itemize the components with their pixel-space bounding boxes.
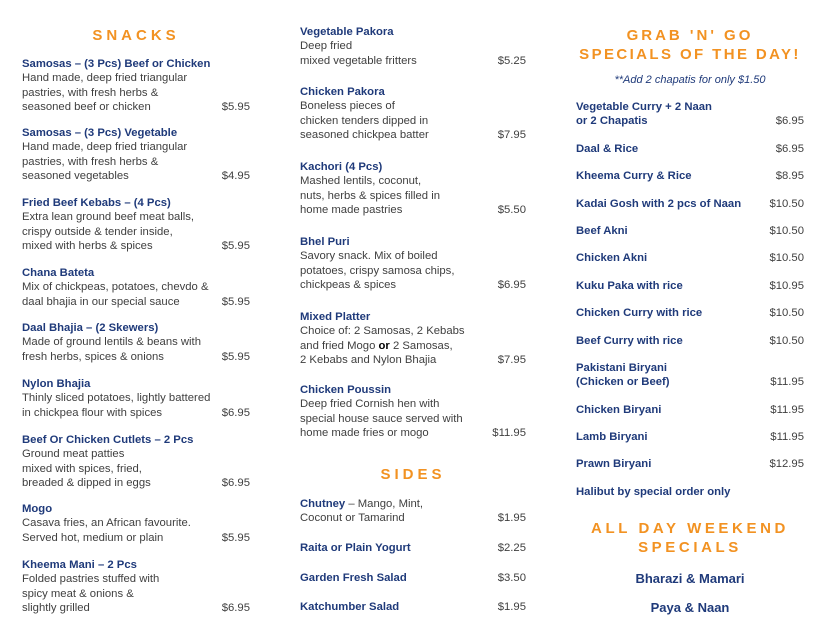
item-price: $11.95	[770, 404, 804, 416]
menu-item	[300, 383, 526, 441]
item-name: Mogo	[22, 503, 53, 515]
item-name: Chana Bateta	[22, 267, 95, 279]
item-name: Katchumber Salad	[300, 601, 400, 613]
side-item	[300, 571, 526, 585]
item-description: Mix of chickpeas, potatoes, chevdo &	[22, 281, 209, 294]
special-item	[576, 251, 804, 265]
grab-heading-line2: SPECIALS OF THE DAY!	[579, 46, 801, 63]
item-price: $5.95	[221, 240, 250, 253]
item-name: Kadai Gosh with 2 pcs of Naan	[576, 198, 742, 210]
item-description: in chickpea flour with spices	[22, 406, 163, 419]
item-name: Chicken Akni	[576, 252, 648, 264]
item-name: Pakistani Biryani	[576, 362, 668, 374]
item-name: Vegetable Curry + 2 Naan	[576, 101, 712, 113]
item-price: $11.95	[770, 376, 804, 388]
item-price: $12.95	[769, 458, 804, 470]
item-description: Coconut or Tamarind	[300, 512, 405, 525]
item-description: home made fries or mogo	[300, 427, 429, 440]
item-description: special house sauce served with	[300, 412, 463, 425]
item-description: Choice of: 2 Samosas, 2 Kebabs	[300, 325, 465, 338]
item-description: nuts, herbs & spices filled in	[300, 189, 441, 202]
special-item	[576, 224, 804, 238]
menu-item	[22, 321, 250, 364]
item-description: Folded pastries stuffed with	[22, 573, 160, 586]
item-name: Daal Bhajia – (2 Skewers)	[22, 322, 159, 334]
item-name: Beef Akni	[576, 225, 628, 237]
item-description: chickpeas & spices	[300, 279, 397, 292]
item-description: mixed vegetable fritters	[300, 54, 417, 67]
snacks-heading: SNACKS	[92, 27, 180, 44]
item-price: $10.50	[769, 307, 804, 319]
item-description: spicy meat & onions &	[22, 587, 134, 600]
item-description: Thinly sliced potatoes, lightly battered	[22, 392, 211, 405]
menu-item	[300, 160, 526, 218]
item-price: $6.95	[221, 477, 250, 490]
special-item	[576, 403, 804, 417]
side-item	[300, 541, 526, 555]
item-price: $10.50	[769, 198, 804, 210]
item-price: $11.95	[770, 431, 804, 443]
sides-heading: SIDES	[380, 466, 446, 483]
item-price: $10.50	[769, 252, 804, 264]
item-description: pastries, with fresh herbs &	[22, 86, 159, 99]
item-name: Samosas – (3 Pcs) Beef or Chicken	[22, 58, 211, 70]
item-description: Ground meat patties	[22, 448, 125, 461]
item-description: mixed with spices, fried,	[22, 462, 142, 475]
item-price: $10.50	[769, 225, 804, 237]
special-item	[576, 334, 804, 348]
item-name-line	[300, 541, 526, 555]
item-description: Deep fried Cornish hen with	[300, 398, 440, 411]
item-description: Deep fried	[300, 40, 353, 53]
item-name: Kuku Paka with rice	[576, 280, 683, 292]
item-description: 2 Kebabs and Nylon Bhajia	[300, 354, 437, 367]
item-price: $10.95	[769, 280, 804, 292]
item-price: $7.95	[497, 129, 526, 142]
item-price: $6.95	[497, 279, 526, 292]
item-description: breaded & dipped in eggs	[22, 477, 151, 490]
item-description: Extra lean ground beef meat balls,	[22, 211, 195, 224]
item-name: Vegetable Pakora	[300, 26, 394, 38]
menu-item	[300, 235, 526, 293]
special-item	[576, 457, 804, 471]
item-description: mixed with herbs & spices	[22, 240, 153, 253]
item-name: Beef Or Chicken Cutlets – 2 Pcs	[22, 434, 194, 446]
item-description: pastries, with fresh herbs &	[22, 155, 159, 168]
special-item	[576, 169, 804, 183]
item-name: Kachori (4 Pcs)	[300, 161, 383, 173]
item-name: Chicken Biryani	[576, 404, 662, 416]
special-item	[576, 279, 804, 293]
item-name: Prawn Biryani	[576, 458, 652, 470]
menu-item	[22, 558, 250, 616]
special-item	[576, 485, 804, 499]
item-price: $3.50	[497, 572, 526, 584]
side-item	[300, 497, 526, 526]
item-name-line	[300, 571, 526, 585]
item-name: Lamb Biryani	[576, 431, 648, 443]
item-price: $5.95	[221, 295, 250, 308]
item-detail: – Mango, Mint,	[345, 498, 424, 510]
item-price: $11.95	[492, 427, 526, 440]
grab-heading-line1: GRAB 'N' GO	[626, 27, 754, 44]
item-name: Raita or Plain Yogurt	[300, 542, 411, 554]
item-price: $8.95	[775, 170, 804, 182]
item-price: $6.95	[221, 406, 250, 419]
item-description: chicken tenders dipped in	[300, 114, 429, 127]
item-price: $6.95	[775, 143, 804, 155]
special-item	[576, 361, 804, 390]
item-price: $5.25	[497, 54, 526, 67]
item-price: $10.50	[769, 335, 804, 347]
item-name: Chicken Poussin	[300, 384, 392, 396]
item-description: Served hot, medium or plain	[22, 531, 164, 544]
item-description: Made of ground lentils & beans with	[22, 336, 201, 349]
item-name: Garden Fresh Salad	[300, 572, 407, 584]
side-item	[300, 600, 526, 614]
item-name: Bhel Puri	[300, 236, 350, 248]
item-price: $5.95	[221, 350, 250, 363]
menu-item	[300, 25, 526, 68]
item-name-line	[300, 600, 526, 614]
menu-item	[300, 85, 526, 143]
menu-item	[22, 57, 250, 115]
item-description: seasoned beef or chicken	[22, 101, 151, 114]
item-description: potatoes, crispy samosa chips,	[300, 264, 455, 277]
item-description: Hand made, deep fried triangular	[22, 141, 188, 154]
item-price: $4.95	[221, 170, 250, 183]
item-description: Boneless pieces of	[300, 100, 395, 113]
special-item	[576, 430, 804, 444]
item-name: Kheema Mani – 2 Pcs	[22, 559, 137, 571]
weekend-item: Paya & Naan	[650, 600, 730, 615]
item-description: Savory snack. Mix of boiled	[300, 250, 438, 263]
item-description: Mashed lentils, coconut,	[300, 175, 422, 188]
item-description: crispy outside & tender inside,	[22, 225, 173, 238]
item-name: Chicken Pakora	[300, 86, 385, 98]
item-price: $1.95	[497, 512, 526, 525]
item-name: Chutney	[300, 498, 346, 510]
item-name: or 2 Chapatis	[576, 115, 648, 128]
item-name: Kheema Curry & Rice	[576, 170, 692, 182]
item-name: Nylon Bhajia	[22, 378, 91, 390]
item-description: and fried Mogo or 2 Samosas,	[300, 339, 453, 352]
item-description: seasoned vegetables	[22, 170, 129, 183]
menu-item	[22, 196, 250, 254]
item-price: $6.95	[221, 602, 250, 615]
item-name: Mixed Platter	[300, 311, 371, 323]
special-item	[576, 197, 804, 211]
item-description: slightly grilled	[22, 602, 90, 615]
weekend-item: Bharazi & Mamari	[635, 571, 745, 586]
item-name: Fried Beef Kebabs – (4 Pcs)	[22, 197, 171, 209]
menu-item	[22, 502, 250, 545]
item-name: Daal & Rice	[576, 143, 639, 155]
item-price: $6.95	[775, 115, 804, 127]
item-price: $5.50	[497, 204, 526, 217]
menu-item	[22, 377, 250, 420]
item-name: Beef Curry with rice	[576, 335, 683, 347]
item-price: $1.95	[497, 601, 526, 613]
special-item	[576, 142, 804, 156]
item-price: $7.95	[497, 354, 526, 367]
grab-note: **Add 2 chapatis for only $1.50	[614, 74, 766, 86]
weekend-heading-line2: SPECIALS	[638, 539, 742, 556]
weekend-heading-line1: ALL DAY WEEKEND	[591, 520, 789, 537]
item-description: Casava fries, an African favourite.	[22, 517, 191, 530]
item-name: Chicken Curry with rice	[576, 307, 703, 319]
item-description: home made pastries	[300, 204, 403, 217]
menu-item	[22, 433, 250, 491]
menu-item	[22, 126, 250, 184]
item-price: $5.95	[221, 531, 250, 544]
item-name: Halibut by special order only	[576, 486, 731, 498]
item-description: daal bhajia in our special sauce	[22, 295, 180, 308]
item-description: Hand made, deep fried triangular	[22, 72, 188, 85]
item-description: seasoned chickpea batter	[300, 129, 429, 142]
item-name-line	[300, 497, 526, 511]
special-item	[576, 100, 804, 129]
menu-item	[22, 266, 250, 309]
special-item	[576, 306, 804, 320]
item-price: $2.25	[497, 542, 526, 554]
item-name: Samosas – (3 Pcs) Vegetable	[22, 127, 178, 139]
item-description: fresh herbs, spices & onions	[22, 350, 164, 363]
menu-item	[300, 310, 526, 368]
item-name: (Chicken or Beef)	[576, 376, 670, 389]
item-price: $5.95	[221, 101, 250, 114]
